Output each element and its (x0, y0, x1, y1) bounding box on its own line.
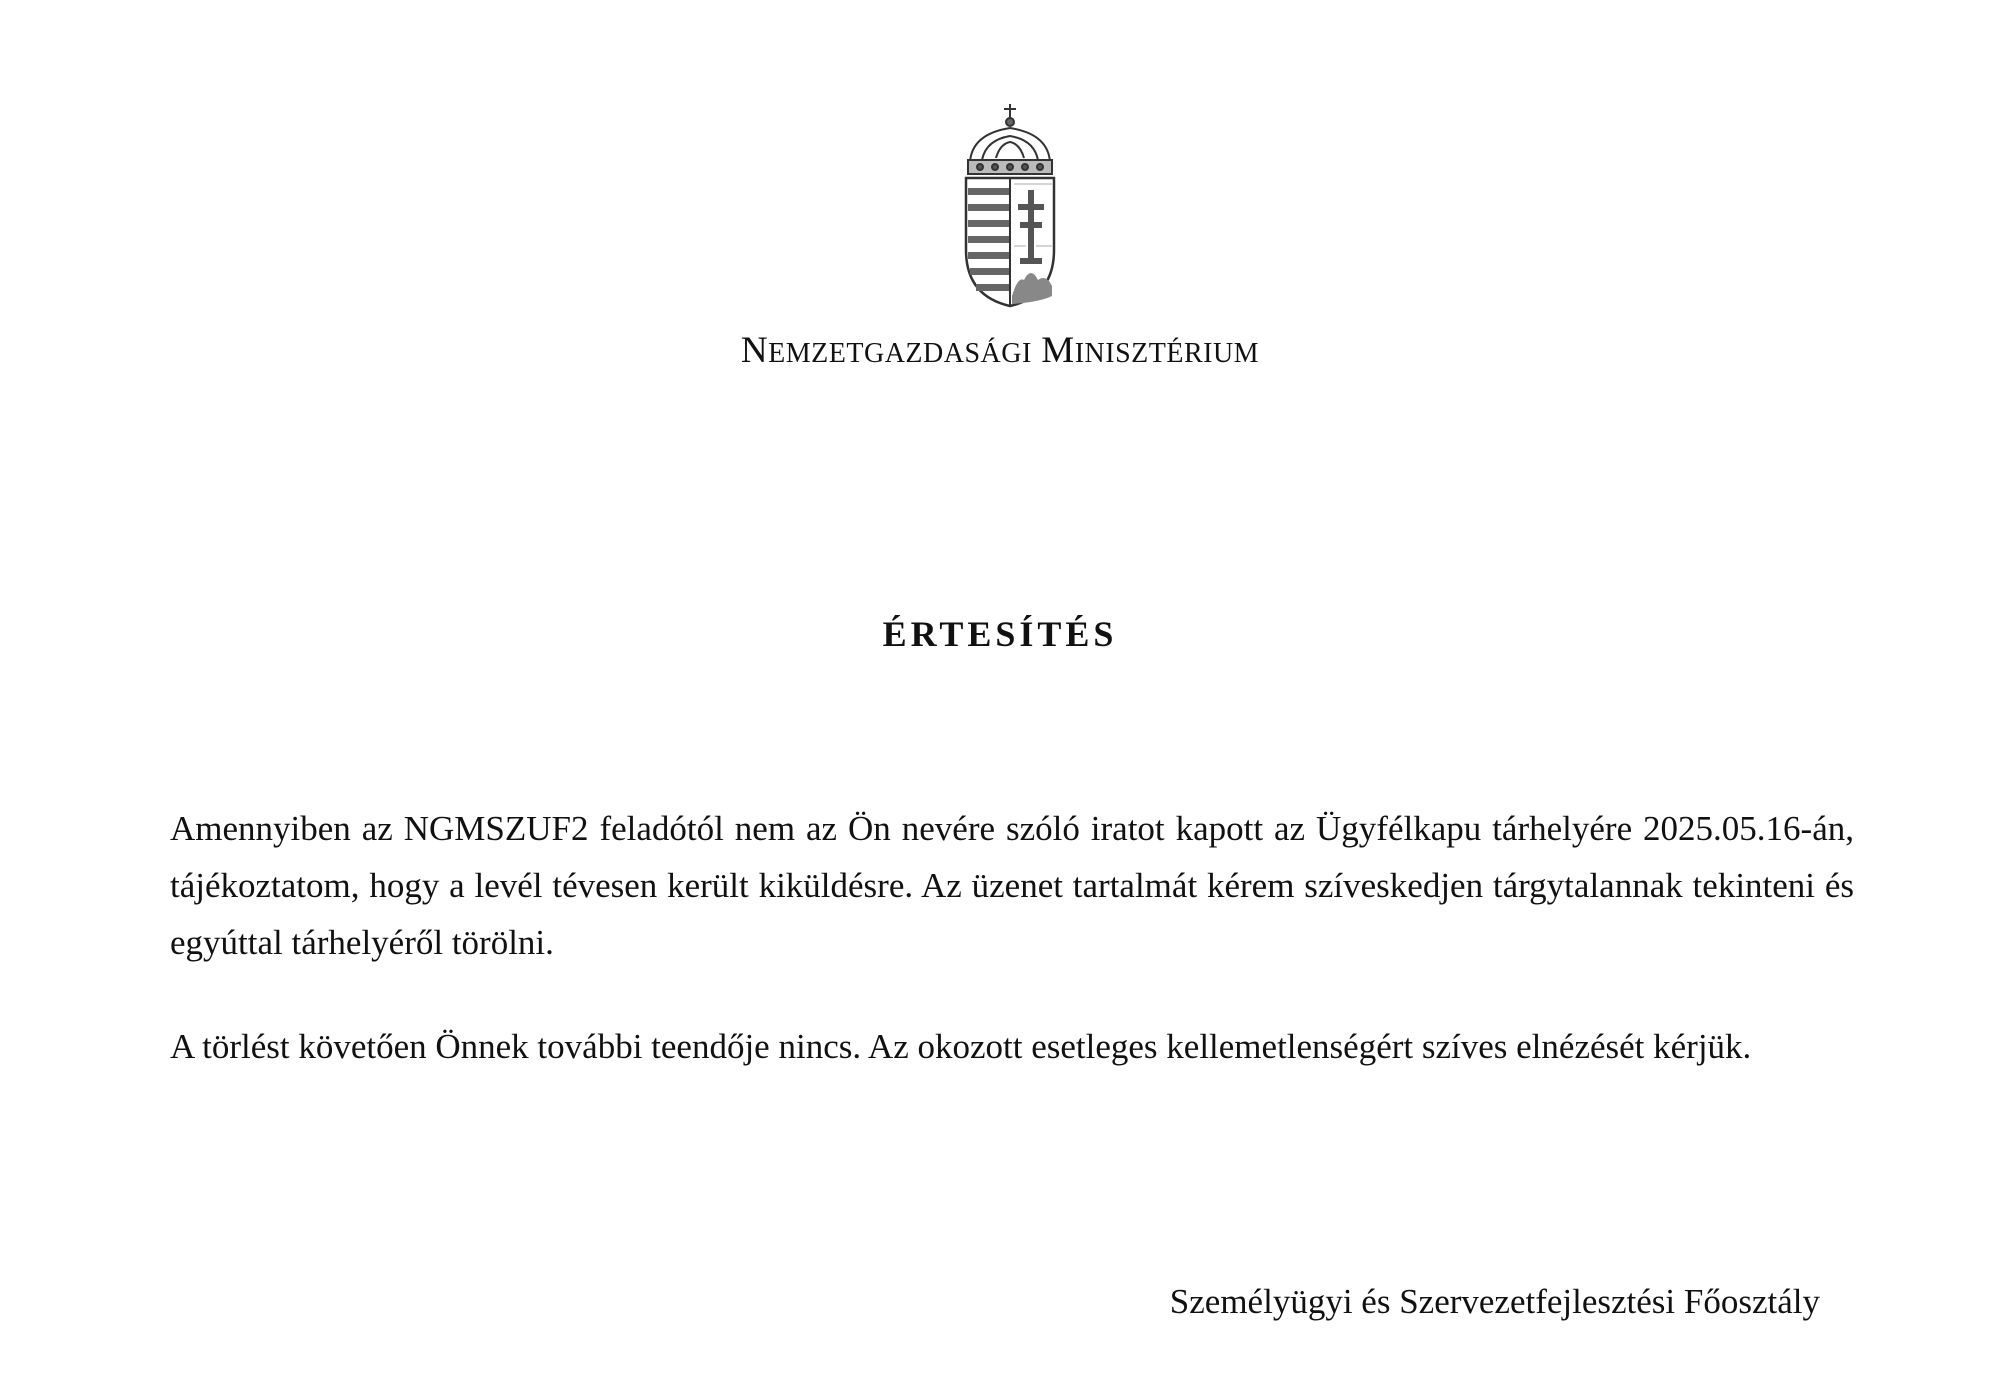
ministry-second-initial: M (1041, 330, 1075, 371)
ministry-second-rest: INISZTÉRIUM (1074, 338, 1260, 369)
signature-department: Személyügyi és Szervezetfejlesztési Főosztály (1169, 1282, 1820, 1321)
paragraph-notice: Amennyiben az NGMSZUF2 feladótól nem az Ön nevére szóló iratot kapott az Ügyfélkapu tárhelyére 2025.05.16-án, tájékoztatom, hogy a levél tévesen került kiküldésre. Az üzenet tartalmát kérem szíveskedjen tárgytalannak tekinteni és egyúttal tárhelyéről törölni. (170, 809, 1854, 962)
ministry-first-initial: N (740, 330, 769, 371)
document-title: ÉRTESÍTÉS (882, 614, 1118, 654)
ministry-name (0, 328, 2000, 376)
ministry-first-rest: EMZETGAZDASÁGI (768, 338, 1032, 369)
hungarian-coat-of-arms-icon (960, 100, 1060, 312)
paragraph-apology: A törlést követően Önnek további teendője nincs. Az okozott esetleges kellemetlenségért szíves elnézését kérjük. (170, 1027, 1752, 1066)
